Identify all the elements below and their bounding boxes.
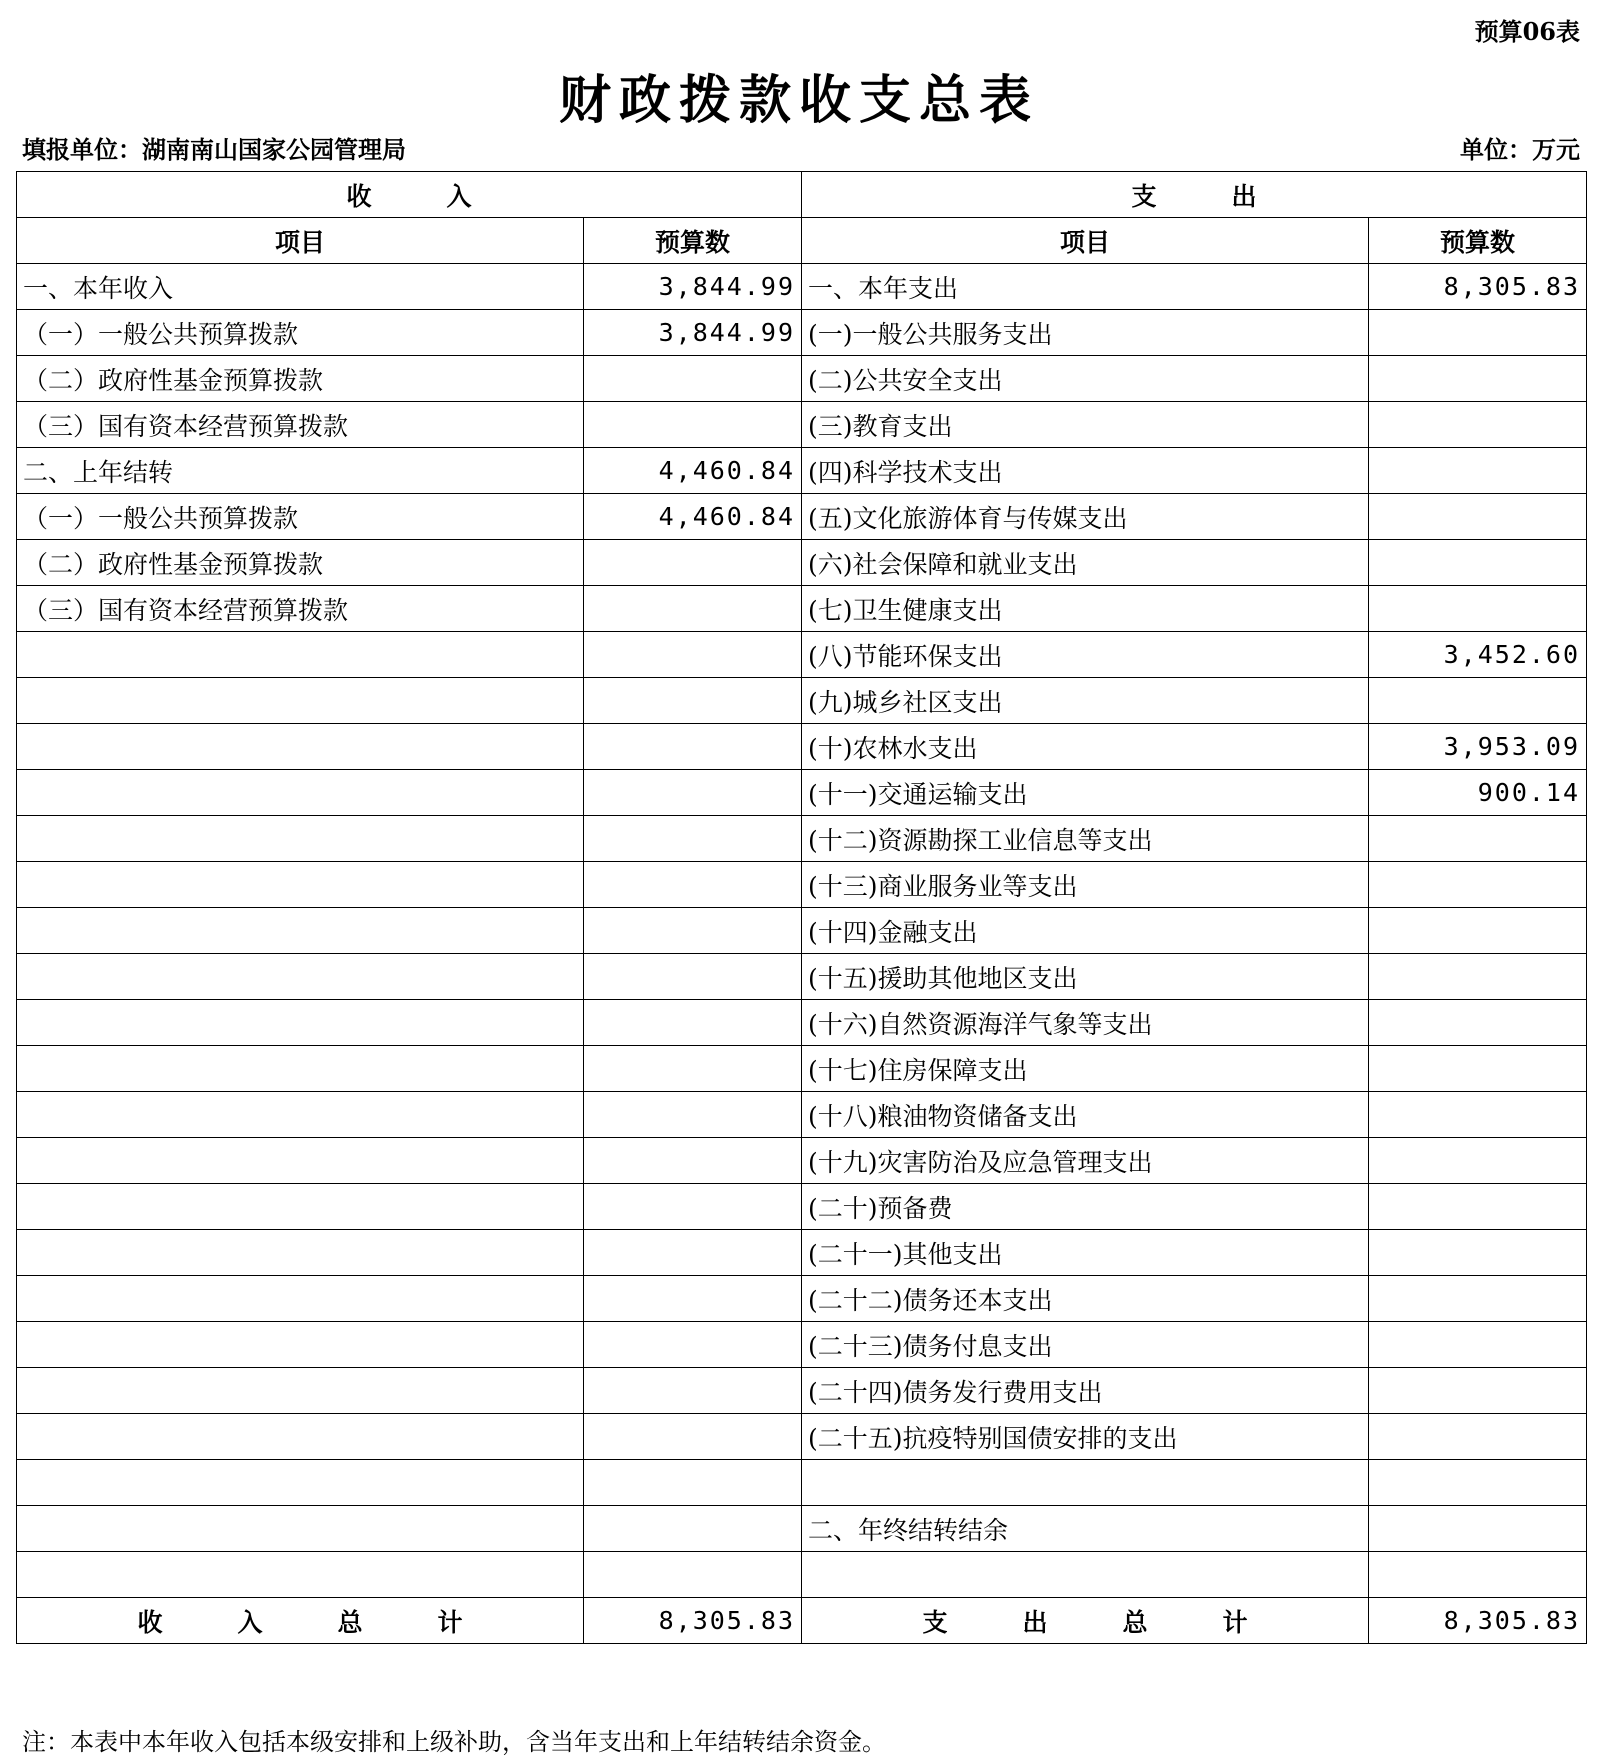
expense-item-cell: [802, 1552, 1369, 1598]
expense-item-cell: (十)农林水支出: [802, 724, 1369, 770]
table-row: [17, 678, 1587, 724]
expense-item-cell: (十三)商业服务业等支出: [802, 862, 1369, 908]
expense-amount-header: 预算数: [1369, 218, 1587, 264]
income-amount-cell: [584, 1506, 802, 1552]
income-item-cell: [17, 1368, 584, 1414]
column-header-row: [17, 218, 1587, 264]
table-row: [17, 402, 1587, 448]
income-amount-cell: [584, 770, 802, 816]
income-amount-cell: [584, 908, 802, 954]
table-row: [17, 632, 1587, 678]
income-item-cell: （三）国有资本经营预算拨款: [17, 586, 584, 632]
income-item-cell: [17, 1046, 584, 1092]
page-title: 财政拨款收支总表: [558, 70, 1039, 131]
income-total-amount: 8,305.83: [584, 1598, 802, 1644]
income-amount-cell: [584, 1046, 802, 1092]
table-row: [17, 586, 1587, 632]
income-item-cell: [17, 1092, 584, 1138]
income-item-cell: [17, 908, 584, 954]
income-amount-cell: [584, 1092, 802, 1138]
income-amount-cell: [584, 1368, 802, 1414]
expense-amount-cell: [1369, 1092, 1587, 1138]
income-item-cell: [17, 724, 584, 770]
income-amount-cell: [584, 724, 802, 770]
expense-total-amount: 8,305.83: [1369, 1598, 1587, 1644]
expense-amount-cell: [1369, 1322, 1587, 1368]
totals-row: [17, 1598, 1587, 1644]
income-item-cell: （二）政府性基金预算拨款: [17, 540, 584, 586]
expense-amount-cell: [1369, 356, 1587, 402]
expense-item-cell: (十四)金融支出: [802, 908, 1369, 954]
income-amount-cell: [584, 816, 802, 862]
table-row: [17, 1230, 1587, 1276]
expense-item-cell: (十八)粮油物资储备支出: [802, 1092, 1369, 1138]
income-item-cell: （一）一般公共预算拨款: [17, 494, 584, 540]
income-item-cell: [17, 862, 584, 908]
expense-item-cell: (二十)预备费: [802, 1184, 1369, 1230]
income-amount-cell: [584, 632, 802, 678]
income-item-cell: 一、本年收入: [17, 264, 584, 310]
expense-amount-cell: [1369, 1368, 1587, 1414]
income-item-header: 项目: [17, 218, 584, 264]
expense-item-cell: (五)文化旅游体育与传媒支出: [802, 494, 1369, 540]
expense-amount-cell: [1369, 1000, 1587, 1046]
income-item-cell: [17, 1138, 584, 1184]
income-amount-cell: [584, 356, 802, 402]
expense-amount-cell: [1369, 1414, 1587, 1460]
expense-item-cell: (八)节能环保支出: [802, 632, 1369, 678]
expense-amount-cell: 3,953.09: [1369, 724, 1587, 770]
expense-item-cell: (二十一)其他支出: [802, 1230, 1369, 1276]
income-item-cell: [17, 1460, 584, 1506]
income-item-cell: [17, 1230, 584, 1276]
income-amount-cell: 3,844.99: [584, 264, 802, 310]
expense-item-cell: (十五)援助其他地区支出: [802, 954, 1369, 1000]
expense-item-cell: 二、年终结转结余: [802, 1506, 1369, 1552]
expense-item-cell: (二十二)债务还本支出: [802, 1276, 1369, 1322]
expense-total-label: 支 出 总 计: [802, 1598, 1369, 1644]
expense-amount-cell: 3,452.60: [1369, 632, 1587, 678]
income-item-cell: [17, 1000, 584, 1046]
expense-amount-cell: [1369, 310, 1587, 356]
expense-item-cell: [802, 1460, 1369, 1506]
table-row: [17, 1552, 1587, 1598]
expense-item-cell: (二十三)债务付息支出: [802, 1322, 1369, 1368]
footnote: 注：本表中本年收入包括本级安排和上级补助，含当年支出和上年结转结余资金。: [22, 1728, 886, 1756]
table-row: [17, 1506, 1587, 1552]
income-item-cell: （二）政府性基金预算拨款: [17, 356, 584, 402]
expense-amount-cell: [1369, 586, 1587, 632]
income-item-cell: [17, 678, 584, 724]
income-amount-cell: 3,844.99: [584, 310, 802, 356]
income-item-cell: [17, 1184, 584, 1230]
income-item-cell: 二、上年结转: [17, 448, 584, 494]
table-row: [17, 1460, 1587, 1506]
table-row: [17, 954, 1587, 1000]
table-row: [17, 1092, 1587, 1138]
table-row: [17, 540, 1587, 586]
table-row: [17, 1184, 1587, 1230]
income-amount-header: 预算数: [584, 218, 802, 264]
expense-amount-cell: [1369, 1046, 1587, 1092]
income-amount-cell: 4,460.84: [584, 494, 802, 540]
expense-amount-cell: [1369, 678, 1587, 724]
income-amount-cell: [584, 678, 802, 724]
table-row: [17, 1000, 1587, 1046]
table-row: [17, 724, 1587, 770]
table-row: [17, 448, 1587, 494]
income-item-cell: （一）一般公共预算拨款: [17, 310, 584, 356]
filing-unit: 填报单位：湖南南山国家公园管理局: [22, 135, 406, 164]
income-amount-cell: [584, 954, 802, 1000]
income-total-label: 收 入 总 计: [17, 1598, 584, 1644]
income-amount-cell: [584, 1230, 802, 1276]
table-row: [17, 770, 1587, 816]
expense-amount-cell: [1369, 954, 1587, 1000]
table-row: [17, 310, 1587, 356]
expense-amount-cell: [1369, 1138, 1587, 1184]
table-row: [17, 1414, 1587, 1460]
expense-amount-cell: [1369, 402, 1587, 448]
expense-item-cell: (九)城乡社区支出: [802, 678, 1369, 724]
table-row: [17, 862, 1587, 908]
unit-label: 单位：万元: [1460, 135, 1580, 164]
table-row: [17, 1322, 1587, 1368]
table-row: [17, 356, 1587, 402]
expense-item-cell: (二十四)债务发行费用支出: [802, 1368, 1369, 1414]
section-header-row: [17, 172, 1587, 218]
income-amount-cell: [584, 1000, 802, 1046]
expense-item-cell: (二)公共安全支出: [802, 356, 1369, 402]
expense-amount-cell: [1369, 1184, 1587, 1230]
expense-item-cell: (二十五)抗疫特别国债安排的支出: [802, 1414, 1369, 1460]
income-item-cell: （三）国有资本经营预算拨款: [17, 402, 584, 448]
expense-amount-cell: [1369, 1552, 1587, 1598]
expense-amount-cell: [1369, 1276, 1587, 1322]
table-row: [17, 816, 1587, 862]
budget-table: [16, 171, 1587, 1644]
income-amount-cell: [584, 1276, 802, 1322]
expense-amount-cell: [1369, 494, 1587, 540]
expense-item-cell: (十一)交通运输支出: [802, 770, 1369, 816]
income-amount-cell: [584, 586, 802, 632]
income-section-header: 收 入: [17, 172, 802, 218]
expense-amount-cell: [1369, 816, 1587, 862]
expense-amount-cell: 8,305.83: [1369, 264, 1587, 310]
expense-amount-cell: [1369, 908, 1587, 954]
expense-item-cell: (一)一般公共服务支出: [802, 310, 1369, 356]
income-amount-cell: [584, 1460, 802, 1506]
expense-amount-cell: [1369, 1506, 1587, 1552]
expense-item-cell: (七)卫生健康支出: [802, 586, 1369, 632]
expense-item-cell: (十二)资源勘探工业信息等支出: [802, 816, 1369, 862]
table-row: [17, 1368, 1587, 1414]
income-item-cell: [17, 1414, 584, 1460]
income-amount-cell: [584, 1184, 802, 1230]
expense-item-cell: (十六)自然资源海洋气象等支出: [802, 1000, 1369, 1046]
income-item-cell: [17, 770, 584, 816]
expense-item-cell: (十九)灾害防治及应急管理支出: [802, 1138, 1369, 1184]
expense-item-header: 项目: [802, 218, 1369, 264]
expense-amount-cell: [1369, 862, 1587, 908]
income-item-cell: [17, 1276, 584, 1322]
expense-section-header: 支 出: [802, 172, 1587, 218]
table-row: [17, 1276, 1587, 1322]
table-row: [17, 908, 1587, 954]
expense-item-cell: (三)教育支出: [802, 402, 1369, 448]
income-item-cell: [17, 632, 584, 678]
income-amount-cell: [584, 1138, 802, 1184]
income-amount-cell: [584, 402, 802, 448]
expense-item-cell: (六)社会保障和就业支出: [802, 540, 1369, 586]
income-item-cell: [17, 1322, 584, 1368]
income-item-cell: [17, 816, 584, 862]
income-item-cell: [17, 954, 584, 1000]
income-amount-cell: [584, 1552, 802, 1598]
table-row: [17, 494, 1587, 540]
income-item-cell: [17, 1552, 584, 1598]
income-amount-cell: [584, 540, 802, 586]
income-amount-cell: [584, 1322, 802, 1368]
expense-item-cell: 一、本年支出: [802, 264, 1369, 310]
expense-amount-cell: [1369, 448, 1587, 494]
expense-amount-cell: 900.14: [1369, 770, 1587, 816]
expense-amount-cell: [1369, 1460, 1587, 1506]
expense-item-cell: (十七)住房保障支出: [802, 1046, 1369, 1092]
table-row: [17, 1046, 1587, 1092]
table-row: [17, 264, 1587, 310]
expense-item-cell: (四)科学技术支出: [802, 448, 1369, 494]
expense-amount-cell: [1369, 540, 1587, 586]
income-amount-cell: [584, 1414, 802, 1460]
income-item-cell: [17, 1506, 584, 1552]
expense-amount-cell: [1369, 1230, 1587, 1276]
income-amount-cell: [584, 862, 802, 908]
table-row: [17, 1138, 1587, 1184]
income-amount-cell: 4,460.84: [584, 448, 802, 494]
form-code: 预算06表: [1474, 17, 1580, 46]
